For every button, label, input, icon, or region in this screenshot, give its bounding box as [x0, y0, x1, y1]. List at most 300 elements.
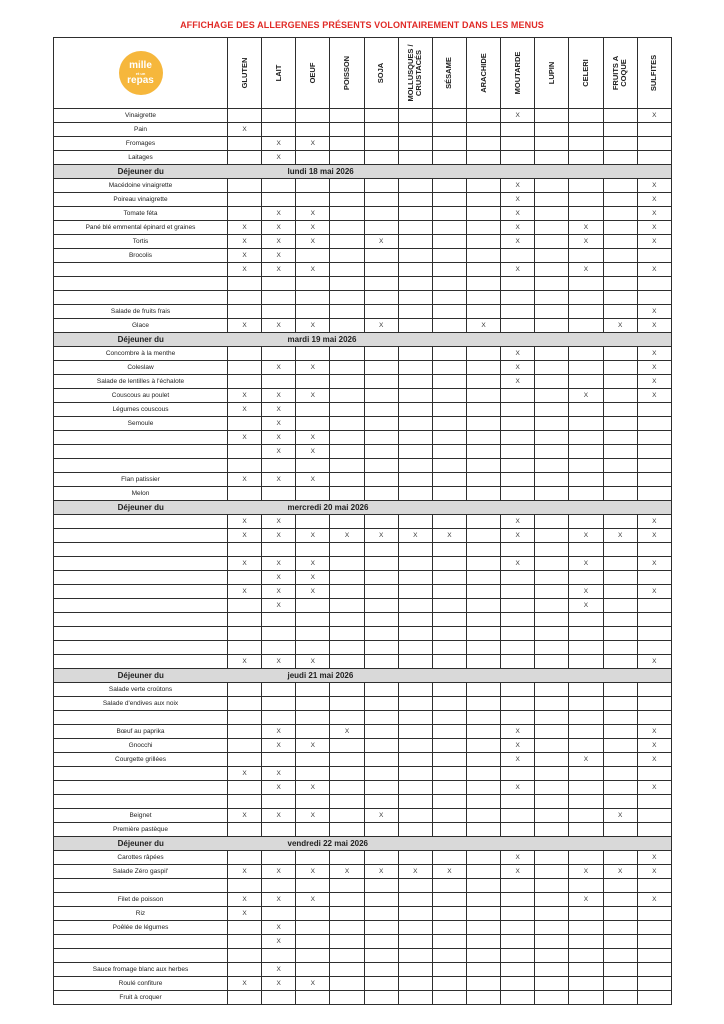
mille-et-un-repas-logo [119, 51, 163, 95]
allergen-cell [364, 221, 398, 235]
allergen-cell [466, 809, 500, 823]
allergen-mark: X [276, 322, 281, 329]
allergen-cell [569, 179, 603, 193]
allergen-cell [501, 977, 535, 991]
allergen-cell [569, 683, 603, 697]
allergen-cell [398, 557, 432, 571]
allergen-cell [535, 809, 569, 823]
allergen-cell [501, 921, 535, 935]
allergen-cell [364, 543, 398, 557]
allergen-cell [501, 655, 535, 669]
allergen-cell [535, 305, 569, 319]
allergen-cell [535, 487, 569, 501]
allergen-cell [637, 361, 671, 375]
allergen-cell [228, 599, 262, 613]
table-row [54, 179, 672, 193]
allergen-cell [466, 277, 500, 291]
allergen-mark: X [378, 868, 384, 875]
allergen-mark: X [276, 588, 281, 595]
allergen-cell [637, 697, 671, 711]
allergen-cell [432, 977, 466, 991]
allergen-cell [228, 865, 262, 879]
allergen-cell [569, 935, 603, 949]
allergen-mark: X [242, 532, 247, 539]
allergen-cell [535, 641, 569, 655]
allergen-cell [603, 459, 637, 473]
allergen-cell [501, 907, 535, 921]
allergen-cell [637, 137, 671, 151]
allergen-mark: X [310, 784, 316, 791]
allergen-cell [637, 781, 671, 795]
allergen-cell [330, 319, 364, 333]
allergen-cell [296, 557, 330, 571]
allergen-mark: X [276, 966, 281, 973]
allergen-cell [466, 361, 500, 375]
allergen-cell [569, 305, 603, 319]
allergen-cell [637, 221, 671, 235]
allergen-cell [569, 109, 603, 123]
allergen-cell [637, 319, 671, 333]
allergen-mark: X [310, 266, 316, 273]
allergen-mark: X [310, 434, 316, 441]
allergen-mark: X [652, 378, 657, 385]
allergen-cell [296, 599, 330, 613]
allergen-cell [569, 809, 603, 823]
allergen-cell [501, 571, 535, 585]
allergen-cell [466, 613, 500, 627]
allergen-header [364, 38, 398, 109]
allergen-cell [637, 179, 671, 193]
dish-name: Gnocchi [54, 739, 228, 753]
allergen-mark: X [310, 812, 316, 819]
allergen-cell [398, 599, 432, 613]
allergen-cell [501, 613, 535, 627]
allergen-cell [501, 627, 535, 641]
allergen-cell [330, 123, 364, 137]
allergen-cell [535, 389, 569, 403]
allergen-cell [603, 445, 637, 459]
allergen-cell [637, 949, 671, 963]
allergen-cell [603, 389, 637, 403]
allergen-cell [535, 823, 569, 837]
allergen-cell [535, 375, 569, 389]
allergen-cell [432, 347, 466, 361]
table-row [54, 739, 672, 753]
dish-name: Salade de fruits frais [54, 305, 228, 319]
allergen-cell [398, 627, 432, 641]
allergen-cell [535, 963, 569, 977]
allergen-cell [262, 431, 296, 445]
allergen-mark: X [276, 602, 281, 609]
allergen-cell [501, 375, 535, 389]
table-row [54, 879, 672, 893]
allergen-mark: X [310, 588, 316, 595]
allergen-cell [228, 823, 262, 837]
allergen-cell [330, 739, 364, 753]
dish-name: Semoule [54, 417, 228, 431]
allergen-cell [228, 193, 262, 207]
allergen-mark: X [515, 728, 520, 735]
allergen-cell [501, 739, 535, 753]
allergen-cell [637, 879, 671, 893]
allergen-cell [228, 739, 262, 753]
allergen-cell [296, 725, 330, 739]
dish-name [54, 935, 228, 949]
allergen-cell [535, 893, 569, 907]
allergen-cell [228, 459, 262, 473]
allergen-cell [569, 403, 603, 417]
allergen-cell [296, 655, 330, 669]
allergen-mark: X [276, 868, 281, 875]
allergen-cell [432, 263, 466, 277]
allergen-cell [364, 263, 398, 277]
allergen-mark: X [276, 140, 281, 147]
allergen-cell [501, 137, 535, 151]
allergen-cell [466, 823, 500, 837]
allergen-cell [432, 921, 466, 935]
allergen-cell [432, 641, 466, 655]
allergen-mark: X [310, 574, 316, 581]
allergen-cell [296, 739, 330, 753]
allergen-cell [432, 207, 466, 221]
allergen-cell [330, 291, 364, 305]
allergen-cell [364, 641, 398, 655]
allergen-cell [330, 347, 364, 361]
table-row [54, 221, 672, 235]
allergen-cell [432, 179, 466, 193]
allergen-cell [637, 977, 671, 991]
allergen-cell [262, 921, 296, 935]
allergen-cell [432, 557, 466, 571]
allergen-cell [398, 291, 432, 305]
allergen-mark: X [242, 910, 247, 917]
allergen-cell [262, 851, 296, 865]
allergen-cell [228, 963, 262, 977]
allergen-cell [364, 123, 398, 137]
allergen-cell [296, 823, 330, 837]
allergen-cell [296, 977, 330, 991]
allergen-cell [228, 935, 262, 949]
allergen-cell [637, 263, 671, 277]
allergen-mark: X [583, 868, 589, 875]
allergen-cell [228, 613, 262, 627]
allergen-cell [228, 753, 262, 767]
allergen-cell [603, 809, 637, 823]
allergen-header-label: CELERI [580, 59, 590, 87]
allergen-mark: X [344, 728, 350, 735]
allergen-mark: X [242, 980, 247, 987]
allergen-cell [228, 389, 262, 403]
dish-name [54, 277, 228, 291]
allergen-cell [535, 655, 569, 669]
allergen-cell [228, 277, 262, 291]
allergen-cell [432, 767, 466, 781]
allergen-mark: X [652, 364, 657, 371]
allergen-cell [228, 571, 262, 585]
allergen-cell [296, 347, 330, 361]
allergen-cell [569, 375, 603, 389]
day-label: Déjeuner du [54, 501, 228, 515]
table-row [54, 599, 672, 613]
allergen-cell [398, 697, 432, 711]
allergen-cell [603, 781, 637, 795]
allergen-cell [228, 207, 262, 221]
allergen-cell [432, 711, 466, 725]
allergen-cell [364, 403, 398, 417]
allergen-cell [466, 921, 500, 935]
allergen-cell [535, 781, 569, 795]
allergen-cell [364, 277, 398, 291]
allergen-cell [330, 767, 364, 781]
allergen-cell [569, 893, 603, 907]
allergen-cell [637, 193, 671, 207]
allergen-cell [535, 921, 569, 935]
allergen-cell [603, 473, 637, 487]
allergen-cell [262, 739, 296, 753]
day-header-row [54, 837, 672, 851]
table-row [54, 557, 672, 571]
allergen-cell [296, 319, 330, 333]
allergen-cell [262, 977, 296, 991]
allergen-cell [228, 711, 262, 725]
allergen-cell [364, 991, 398, 1005]
allergen-cell [330, 109, 364, 123]
allergen-cell [330, 459, 364, 473]
allergen-cell [364, 655, 398, 669]
allergen-cell [432, 277, 466, 291]
dish-name: Flan patissier [54, 473, 228, 487]
allergen-mark: X [652, 868, 657, 875]
table-row [54, 403, 672, 417]
allergen-cell [637, 893, 671, 907]
allergen-cell [330, 277, 364, 291]
allergen-cell [569, 613, 603, 627]
allergen-cell [228, 305, 262, 319]
allergen-cell [296, 459, 330, 473]
allergen-cell [569, 557, 603, 571]
allergen-mark: X [652, 322, 657, 329]
allergen-cell [398, 585, 432, 599]
allergen-cell [637, 515, 671, 529]
allergen-cell [262, 137, 296, 151]
allergen-cell [364, 585, 398, 599]
allergen-cell [569, 991, 603, 1005]
allergen-cell [364, 893, 398, 907]
allergen-cell [432, 781, 466, 795]
allergen-cell [432, 795, 466, 809]
allergen-header [466, 38, 500, 109]
dish-name [54, 949, 228, 963]
day-header-row [54, 165, 672, 179]
allergen-cell [466, 571, 500, 585]
allergen-cell [535, 557, 569, 571]
allergen-cell [501, 781, 535, 795]
allergen-cell [466, 851, 500, 865]
allergen-cell [466, 655, 500, 669]
dish-name: Salade d'endives aux noix [54, 697, 228, 711]
allergen-cell [398, 389, 432, 403]
allergen-cell [466, 263, 500, 277]
page-title: AFFICHAGE DES ALLERGENES PRÉSENTS VOLONTAIREMENT DANS LES MENUS [180, 20, 544, 30]
allergen-cell [466, 599, 500, 613]
allergen-mark: X [617, 532, 623, 539]
allergen-cell [569, 277, 603, 291]
allergen-cell [432, 515, 466, 529]
allergen-mark: X [242, 406, 247, 413]
dish-name: Salade Zéro gaspil' [54, 865, 228, 879]
allergen-mark: X [276, 658, 281, 665]
allergen-cell [637, 403, 671, 417]
allergen-cell [398, 123, 432, 137]
dish-name: Carottes râpées [54, 851, 228, 865]
allergen-cell [603, 921, 637, 935]
allergen-cell [228, 781, 262, 795]
allergen-cell [535, 585, 569, 599]
allergen-cell [637, 739, 671, 753]
allergen-cell [501, 949, 535, 963]
allergen-mark: X [276, 924, 281, 931]
allergen-cell [569, 347, 603, 361]
allergen-cell [262, 529, 296, 543]
allergen-cell [432, 627, 466, 641]
allergen-cell [603, 963, 637, 977]
allergen-cell [364, 865, 398, 879]
allergen-cell [569, 137, 603, 151]
allergen-mark: X [652, 784, 657, 791]
allergen-mark: X [652, 658, 657, 665]
allergen-mark: X [310, 140, 316, 147]
allergen-cell [603, 907, 637, 921]
allergen-cell [364, 473, 398, 487]
allergen-cell [603, 249, 637, 263]
allergen-cell [296, 151, 330, 165]
allergen-cell [569, 739, 603, 753]
allergen-cell [603, 683, 637, 697]
allergen-mark: X [652, 196, 657, 203]
allergen-cell [501, 221, 535, 235]
table-row [54, 445, 672, 459]
allergen-cell [330, 711, 364, 725]
allergen-cell [637, 277, 671, 291]
allergen-cell [432, 389, 466, 403]
allergen-cell [398, 893, 432, 907]
allergen-cell [637, 305, 671, 319]
allergen-cell [228, 543, 262, 557]
allergen-mark: X [617, 812, 623, 819]
allergen-cell [364, 291, 398, 305]
allergen-cell [603, 767, 637, 781]
allergen-cell [296, 417, 330, 431]
allergen-cell [398, 445, 432, 459]
allergen-cell [296, 375, 330, 389]
allergen-header-row [54, 38, 672, 109]
dish-name [54, 431, 228, 445]
table-row [54, 655, 672, 669]
table-row [54, 809, 672, 823]
allergen-cell [535, 753, 569, 767]
allergen-cell [398, 207, 432, 221]
allergen-cell [330, 795, 364, 809]
allergen-header-label: FRUITS A COQUE [611, 55, 629, 91]
allergen-mark: X [515, 742, 520, 749]
allergen-cell [262, 207, 296, 221]
dish-name: Sauce fromage blanc aux herbes [54, 963, 228, 977]
allergen-cell [603, 739, 637, 753]
allergen-mark: X [242, 126, 247, 133]
allergen-cell [330, 879, 364, 893]
allergen-cell [501, 361, 535, 375]
allergen-cell [466, 403, 500, 417]
allergen-cell [398, 935, 432, 949]
allergen-cell [330, 907, 364, 921]
allergen-mark: X [242, 896, 247, 903]
allergen-cell [262, 725, 296, 739]
allergen-mark: X [276, 980, 281, 987]
allergen-mark: X [242, 658, 247, 665]
allergen-cell [262, 123, 296, 137]
allergen-header-label: MOLLUSQUES / CRUSTACÉS [406, 44, 424, 102]
allergen-cell [432, 445, 466, 459]
allergen-cell [569, 291, 603, 305]
allergen-cell [262, 641, 296, 655]
allergen-cell [432, 949, 466, 963]
allergen-mark: X [242, 392, 247, 399]
allergen-mark: X [242, 224, 247, 231]
allergen-cell [637, 655, 671, 669]
allergen-cell [364, 207, 398, 221]
allergen-cell [296, 879, 330, 893]
allergen-cell [569, 767, 603, 781]
table-row [54, 361, 672, 375]
allergen-cell [501, 347, 535, 361]
allergen-mark: X [242, 770, 247, 777]
allergen-cell [637, 907, 671, 921]
allergen-mark: X [652, 896, 657, 903]
allergen-mark: X [276, 518, 281, 525]
dish-name [54, 459, 228, 473]
allergen-cell [569, 361, 603, 375]
dish-name [54, 655, 228, 669]
allergen-cell [296, 487, 330, 501]
allergen-cell [432, 431, 466, 445]
allergen-mark: X [276, 252, 281, 259]
allergen-cell [603, 319, 637, 333]
allergen-cell [398, 305, 432, 319]
allergen-cell [603, 361, 637, 375]
allergen-mark: X [276, 266, 281, 273]
allergen-cell [637, 431, 671, 445]
allergen-cell [466, 515, 500, 529]
allergen-cell [569, 627, 603, 641]
table-row [54, 613, 672, 627]
table-row [54, 151, 672, 165]
allergen-cell [535, 725, 569, 739]
allergen-cell [466, 179, 500, 193]
allergen-cell [637, 935, 671, 949]
allergen-cell [330, 515, 364, 529]
allergen-cell [603, 221, 637, 235]
allergen-cell [364, 879, 398, 893]
allergen-cell [637, 865, 671, 879]
allergen-cell [262, 487, 296, 501]
allergen-cell [603, 655, 637, 669]
allergen-cell [296, 277, 330, 291]
allergen-mark: X [481, 322, 486, 329]
allergen-cell [364, 683, 398, 697]
allergen-cell [569, 207, 603, 221]
dish-name: Tortis [54, 235, 228, 249]
allergen-cell [432, 599, 466, 613]
